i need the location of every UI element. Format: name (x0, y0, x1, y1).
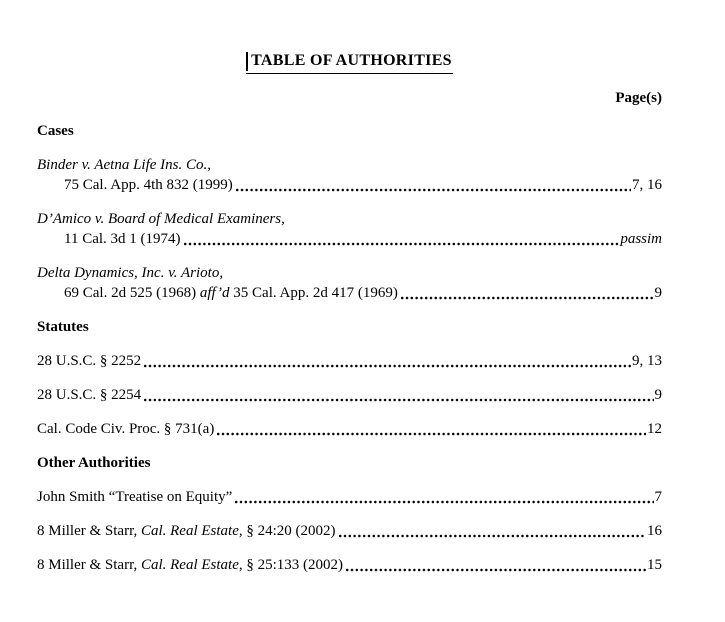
citation-segment: 69 Cal. 2d 525 (1968) (64, 285, 200, 301)
citation-segment: Cal. Code Civ. Proc. § 731(a) (37, 421, 215, 437)
dot-leader (144, 398, 653, 402)
citation-text (37, 555, 343, 575)
section-heading: Other Authorities (37, 455, 151, 471)
title-underline (246, 50, 453, 74)
title-row (37, 50, 662, 74)
citation-line (37, 283, 662, 303)
page-number: 9 (654, 387, 662, 403)
citation-segment: 35 Cal. App. 2d 417 (1969) (229, 285, 398, 301)
citation-text (37, 155, 211, 175)
toc-entry (37, 419, 662, 439)
citation-line (37, 229, 662, 249)
citation-segment: 75 Cal. App. 4th 832 (1999) (64, 177, 233, 193)
dot-leader (217, 432, 646, 436)
citation-text (37, 521, 336, 541)
page-column-header: Page(s) (615, 90, 662, 106)
page-number: 9, 13 (632, 353, 662, 369)
citation-segment: 11 Cal. 3d 1 (1974) (64, 231, 181, 247)
dot-leader (339, 534, 646, 538)
citation-line (37, 175, 662, 195)
citation-line (37, 209, 662, 229)
toc-entry (37, 209, 662, 249)
citation-text (37, 351, 141, 371)
page-title: TABLE OF AUTHORITIES (251, 52, 452, 69)
toc-entry (37, 521, 662, 541)
page-number: 7 (654, 489, 662, 505)
citation-line (37, 419, 662, 439)
page-number: passim (620, 231, 662, 247)
toc-entry (37, 155, 662, 195)
citation-segment: 8 Miller & Starr, (37, 557, 141, 573)
citation-segment: , § 24:20 (2002) (238, 523, 336, 539)
citation-text (37, 209, 285, 229)
citation-line (37, 263, 662, 283)
citation-text (37, 487, 232, 507)
page-number: 12 (647, 421, 662, 437)
citation-segment: D’Amico v. Board of Medical Examiners, (37, 211, 285, 227)
citation-segment: aff’d (199, 285, 230, 301)
page-number: 7, 16 (632, 177, 662, 193)
page-number: 16 (647, 523, 662, 539)
citation-text (37, 263, 223, 283)
citation-segment: 8 Miller & Starr, (37, 523, 141, 539)
citation-line (37, 155, 662, 175)
citation-segment: John Smith “Treatise on Equity” (37, 489, 233, 505)
dot-leader (346, 568, 646, 572)
citation-segment: , § 25:133 (2002) (238, 557, 344, 573)
section-heading: Cases (37, 123, 74, 139)
citation-text (64, 175, 233, 195)
toc-entry (37, 263, 662, 303)
text-cursor (246, 52, 248, 71)
citation-line (37, 351, 662, 371)
citation-segment: Cal. Real Estate (140, 557, 239, 573)
toc-entry (37, 487, 662, 507)
citation-segment: 28 U.S.C. § 2254 (37, 387, 142, 403)
dot-leader (235, 500, 653, 504)
citation-text (64, 283, 398, 303)
toc-entry (37, 385, 662, 405)
dot-leader (401, 296, 654, 300)
citation-line (37, 555, 662, 575)
citation-segment: Binder v. Aetna Life Ins. Co., (37, 157, 212, 173)
section-heading: Statutes (37, 319, 89, 335)
citation-segment: Delta Dynamics, Inc. v. Arioto, (37, 265, 224, 281)
citation-segment: 28 U.S.C. § 2252 (37, 353, 142, 369)
toc-sections (37, 121, 662, 575)
toc-entry (37, 351, 662, 371)
citation-line (37, 521, 662, 541)
citation-text (64, 229, 181, 249)
toc-entry (37, 555, 662, 575)
citation-text (37, 419, 214, 439)
dot-leader (144, 364, 631, 368)
dot-leader (236, 188, 631, 192)
page-number: 9 (654, 285, 662, 301)
citation-text (37, 385, 141, 405)
citation-segment: Cal. Real Estate (140, 523, 239, 539)
citation-line (37, 385, 662, 405)
page-number: 15 (647, 557, 662, 573)
citation-line (37, 487, 662, 507)
dot-leader (184, 242, 620, 246)
